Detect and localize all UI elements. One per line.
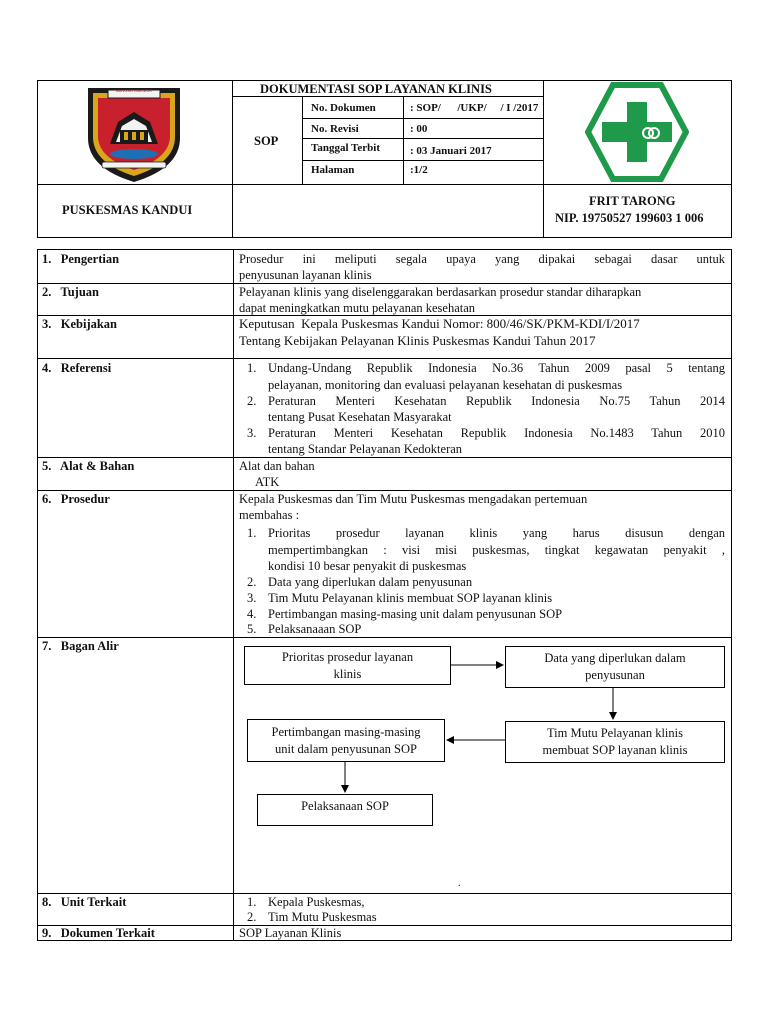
signer-nip: NIP. 19750527 199603 1 006	[555, 211, 704, 225]
doc-title: DOKUMENTASI SOP LAYANAN KLINIS	[260, 82, 492, 96]
referensi-num-1: 1.	[247, 361, 257, 375]
unit-num-1: 1.	[247, 895, 257, 909]
field-label-no-revisi: No. Revisi	[311, 123, 359, 135]
prosedur-num-1: 1.	[247, 526, 257, 540]
label-kebijakan: 3. Kebijakan	[42, 317, 118, 331]
pengertian-line-1: Prosedur ini meliputi segala upaya yang dipakai sebagai dasar untuk	[239, 252, 725, 266]
signer-name: FRIT TARONG	[589, 194, 676, 208]
field-value-tanggal-terbit: : 03 Januari 2017	[410, 145, 492, 157]
flow-box-prioritas: Prioritas prosedur layanan klinis	[244, 646, 451, 685]
referensi-item-3-line-1: Peraturan Menteri Kesehatan Republik Indonesia No.1483 Tahun 2010	[268, 426, 725, 440]
referensi-item-3-line-2: tentang Standar Pelayanan Kedokteran	[268, 442, 463, 456]
prosedur-num-2: 2.	[247, 575, 257, 589]
label-bagan-alir: 7. Bagan Alir	[42, 639, 119, 653]
kebijakan-line-2: Tentang Kebijakan Pelayanan Klinis Puskesmas Kandui Tahun 2017	[239, 333, 596, 348]
prosedur-num-4: 4.	[247, 607, 257, 621]
prosedur-item-1-line-3: kondisi 10 besar penyakit di puskesmas	[268, 559, 467, 573]
prosedur-num-3: 3.	[247, 591, 257, 605]
institution-name: PUSKESMAS KANDUI	[62, 203, 193, 217]
kebijakan-line-1: Keputusan Kepala Puskesmas Kandui Nomor: 800/46/SK/PKM-KDI/I/2017	[239, 316, 640, 331]
prosedur-num-5: 5.	[247, 622, 257, 636]
emblem-banner-text: BANGSO MAKMUR	[115, 88, 152, 93]
field-label-tanggal-terbit: Tanggal Terbit	[311, 142, 380, 154]
flow-box-pertimbangan: Pertimbangan masing-masing unit dalam penyusunan SOP	[247, 719, 445, 762]
label-alat-bahan: 5. Alat & Bahan	[42, 459, 135, 473]
referensi-num-2: 2.	[247, 394, 257, 408]
referensi-num-3: 3.	[247, 426, 257, 440]
field-label-halaman: Halaman	[311, 164, 355, 176]
referensi-item-2-line-2: tentang Pusat Kesehatan Masyarakat	[268, 410, 452, 424]
label-tujuan: 2. Tujuan	[42, 285, 99, 299]
label-unit-terkait: 8. Unit Terkait	[42, 895, 127, 909]
prosedur-intro-2: membahas :	[239, 508, 300, 522]
dokumen-line-1: SOP Layanan Klinis	[239, 926, 342, 940]
unit-item-2: Tim Mutu Puskesmas	[268, 910, 377, 924]
flow-box-data: Data yang diperlukan dalam penyusunan	[505, 646, 725, 688]
sop-label: SOP	[254, 134, 279, 148]
prosedur-item-5: Pelaksanaaan SOP	[268, 622, 362, 636]
field-value-no-revisi: : 00	[410, 123, 428, 135]
tujuan-line-2: dapat meningkatkan mutu pelayanan kesehatan	[239, 301, 476, 315]
unit-num-2: 2.	[247, 910, 257, 924]
label-pengertian: 1. Pengertian	[42, 252, 120, 266]
referensi-item-1-line-2: pelayanan, monitoring dan evaluasi pelayanan kesehatan di puskesmas	[268, 378, 623, 392]
label-dokumen-terkait: 9. Dokumen Terkait	[42, 926, 155, 940]
field-value-no-dokumen: : SOP/ /UKP/ / I /2017	[410, 102, 539, 114]
prosedur-item-3: Tim Mutu Pelayanan klinis membuat SOP layanan klinis	[268, 591, 553, 605]
prosedur-item-1-line-2: mempertimbangkan : visi misi puskesmas, tingkat kegawatan penyakit ,	[268, 543, 725, 557]
alat-line-2: ATK	[255, 475, 280, 489]
prosedur-item-1-line-1: Prioritas prosedur layanan klinis yang harus disusun dengan	[268, 526, 725, 540]
referensi-item-2-line-1: Peraturan Menteri Kesehatan Republik Indonesia No.75 Tahun 2014	[268, 394, 725, 408]
prosedur-intro-1: Kepala Puskesmas dan Tim Mutu Puskesmas mengadakan pertemuan	[239, 492, 588, 506]
tujuan-line-1: Pelayanan klinis yang diselenggarakan berdasarkan prosedur standar diharapkan	[239, 285, 642, 299]
prosedur-item-2: Data yang diperlukan dalam penyusunan	[268, 575, 473, 589]
alat-line-1: Alat dan bahan	[239, 459, 315, 473]
flow-box-tim-mutu: Tim Mutu Pelayanan klinis membuat SOP layanan klinis	[505, 721, 725, 763]
referensi-item-1-line-1: Undang-Undang Republik Indonesia No.36 Tahun 2009 pasal 5 tentang	[268, 361, 725, 375]
flow-box-pelaksanaan: Pelaksanaan SOP	[257, 794, 433, 826]
pengertian-line-2: penyusunan layanan klinis	[239, 268, 372, 282]
label-referensi: 4. Referensi	[42, 361, 112, 375]
field-label-no-dokumen: No. Dokumen	[311, 102, 376, 114]
field-value-halaman: :1/2	[410, 164, 428, 176]
unit-item-1: Kepala Puskesmas,	[268, 895, 365, 909]
flow-dot: .	[458, 878, 461, 889]
label-prosedur: 6. Prosedur	[42, 492, 110, 506]
prosedur-item-4: Pertimbangan masing-masing unit dalam penyusunan SOP	[268, 607, 563, 621]
